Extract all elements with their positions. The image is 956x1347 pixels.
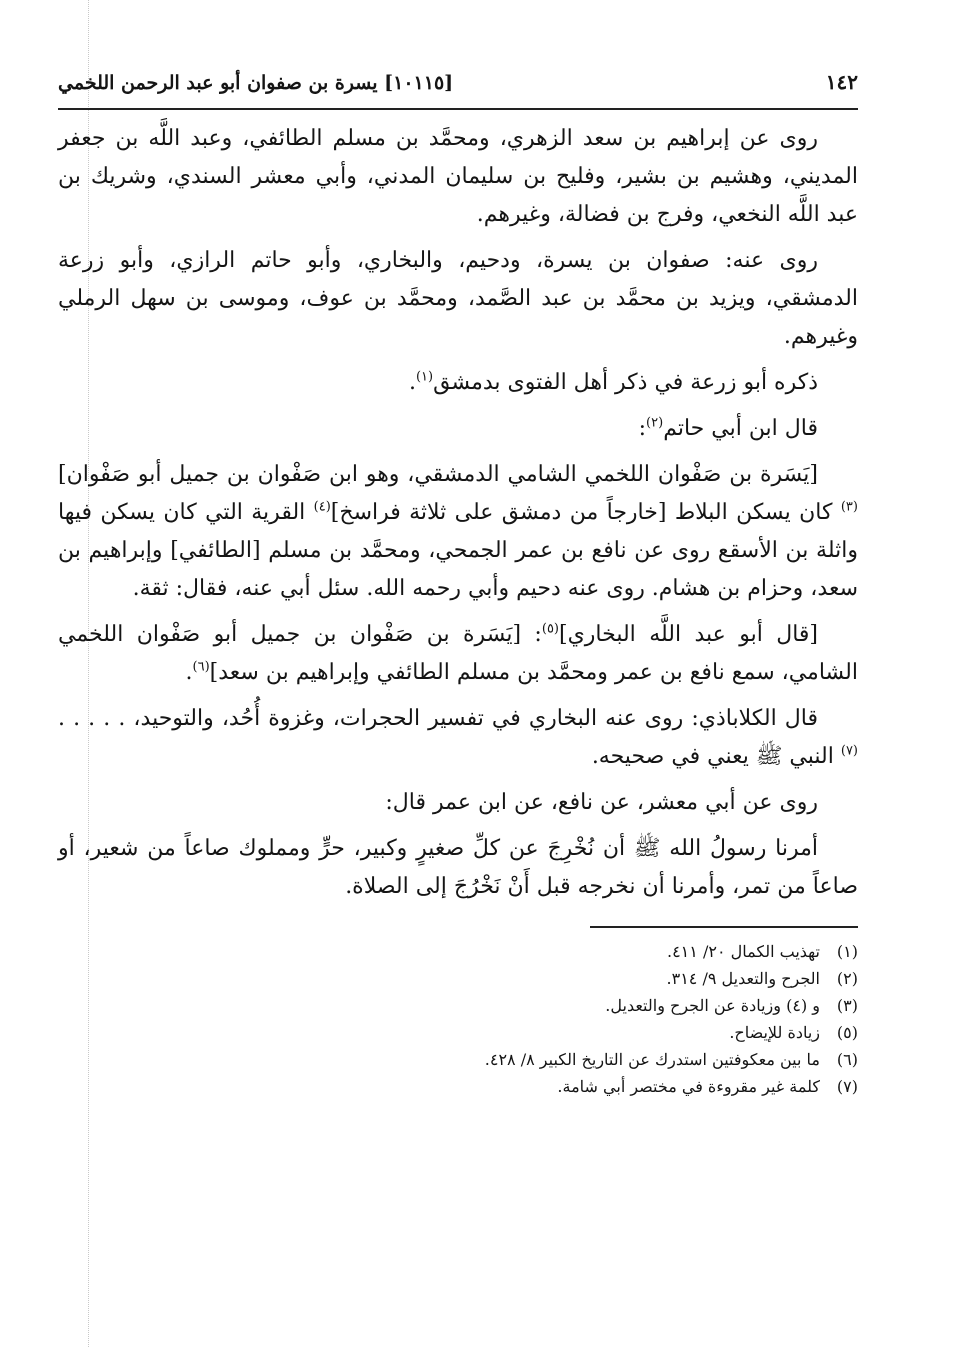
- text-run: ذكره أبو زرعة في ذكر أهل الفتوى بدمشق: [433, 370, 818, 395]
- footnote-item: [58, 1019, 858, 1046]
- footnote-ref: (١): [415, 369, 434, 385]
- running-title: [١٠١١٥] يسرة بن صفوان أبو عبد الرحمن اللخمي: [58, 72, 454, 94]
- footnote-text: الجرح والتعديل ٩/ ٣١٤.: [666, 969, 820, 988]
- text-run: [يَسَرة بن صَفْوان اللخمي الشامي الدمشقي، وهو ابن صَفْوان بن جميل أبو صَفْوان]: [58, 462, 818, 487]
- page-number: ١٤٢: [825, 70, 858, 94]
- footnote-text: زيادة للإيضاح.: [729, 1023, 820, 1042]
- text-run: أمرنا رسولُ الله ﷺ أن نُخْرِجَ عن كلِّ صغيرٍ وكبير، حرٍّ ومملوك صاعاً من شعير، أو صاعاً من تمر، وأمرنا أن نخرجه قبل أَنْ نَخْرُجَ إلى الصلاة.: [58, 836, 858, 899]
- footnote-item: [58, 992, 858, 1019]
- footnote-text: تهذيب الكمال ٢٠/ ٤١١.: [666, 942, 820, 961]
- footnote-item: [58, 938, 858, 965]
- paragraph: [58, 830, 858, 906]
- footnote-ref: (٤): [313, 499, 331, 515]
- text-run: :: [638, 416, 647, 441]
- text-run: القرية التي كان يسكن فيها واثلة بن الأسقع روى عن نافع بن عمر الجمحي، ومحمَّد بن مسلم [الطائفي] وإبراهيم بن سعد، وحزام بن هشام. روى عنه دحيم وأبي رحمه الله. سئل أبي عنه، فقال: ثقة.: [58, 500, 858, 601]
- text-run: كان يسكن البلاط [خارجاً من دمشق على ثلاثة فراسخ]: [330, 500, 841, 525]
- text-run: : [يَسَرة بن صَفْوان بن جميل أبو صَفْوان اللخمي الشامي، سمع نافع بن عمر ومحمَّد بن مسلم الطائفي وإبراهيم بن سعد]: [58, 622, 858, 685]
- text-run: [قال أبو عبد اللَّه البخاري]: [559, 622, 818, 647]
- footnote-number: (٢): [836, 969, 858, 988]
- footnote-number: (٣): [836, 996, 858, 1015]
- paragraph: [58, 784, 858, 822]
- footnote-item: [58, 1046, 858, 1073]
- text-run: قال ابن أبي حاتم: [663, 416, 818, 441]
- footnote-item: [58, 965, 858, 992]
- text-run: النبي ﷺ يعني في صحيحه.: [591, 744, 841, 769]
- paragraph: [58, 242, 858, 356]
- footnote-number: (١): [836, 942, 858, 961]
- page-header: [58, 70, 858, 110]
- footnote-ref: (٥): [541, 621, 559, 637]
- text-run: .: [185, 660, 193, 685]
- paragraph: [58, 456, 858, 608]
- paragraph: [58, 616, 858, 692]
- text-run: قال الكلاباذي: روى عنه البخاري في تفسير الحجرات، وغزوة أُحُد، والتوحيد، . . . . .: [58, 706, 818, 731]
- footnote-text: ما بين معكوفتين استدرك عن التاريخ الكبير ٨/ ٤٢٨.: [484, 1050, 820, 1069]
- footnote-ref: (٦): [192, 659, 210, 675]
- paragraph: [58, 700, 858, 776]
- footnote-ref: (٢): [646, 415, 664, 431]
- main-text: [58, 120, 858, 906]
- footnote-ref: (٧): [840, 743, 858, 759]
- footnote-number: (٥): [836, 1023, 858, 1042]
- paragraph: [58, 410, 858, 448]
- footnote-text: كلمة غير مقروءة في مختصر أبي شامة.: [557, 1077, 820, 1096]
- text-run: روى عن إبراهيم بن سعد الزهري، ومحمَّد بن مسلم الطائفي، وعبد اللَّه بن جعفر المديني، وهشيم بن بشير، وفليح بن سليمان المدني، وأبي معشر السندي، وشريك بن عبد اللَّه النخعي، وفرج بن فضالة، وغيرهم.: [58, 126, 858, 227]
- footnote-separator: [590, 926, 858, 928]
- footnotes: [58, 938, 858, 1100]
- book-page: [58, 70, 858, 1100]
- text-run: روى عن أبي معشر، عن نافع، عن ابن عمر قال:: [385, 790, 818, 815]
- footnote-text: و (٤) وزيادة عن الجرح والتعديل.: [605, 996, 820, 1015]
- footnote-ref: (٣): [840, 499, 858, 515]
- paragraph: [58, 364, 858, 402]
- footnote-number: (٦): [836, 1050, 858, 1069]
- paragraph: [58, 120, 858, 234]
- text-run: .: [408, 370, 416, 395]
- text-run: روى عنه: صفوان بن يسرة، ودحيم، والبخاري، وأبو حاتم الرازي، وأبو زرعة الدمشقي، ويزيد بن محمَّد بن عبد الصَّمد، ومحمَّد بن عوف، وموسى بن سهل الرملي وغيرهم.: [58, 248, 858, 349]
- footnote-item: [58, 1073, 858, 1100]
- footnote-number: (٧): [836, 1077, 858, 1096]
